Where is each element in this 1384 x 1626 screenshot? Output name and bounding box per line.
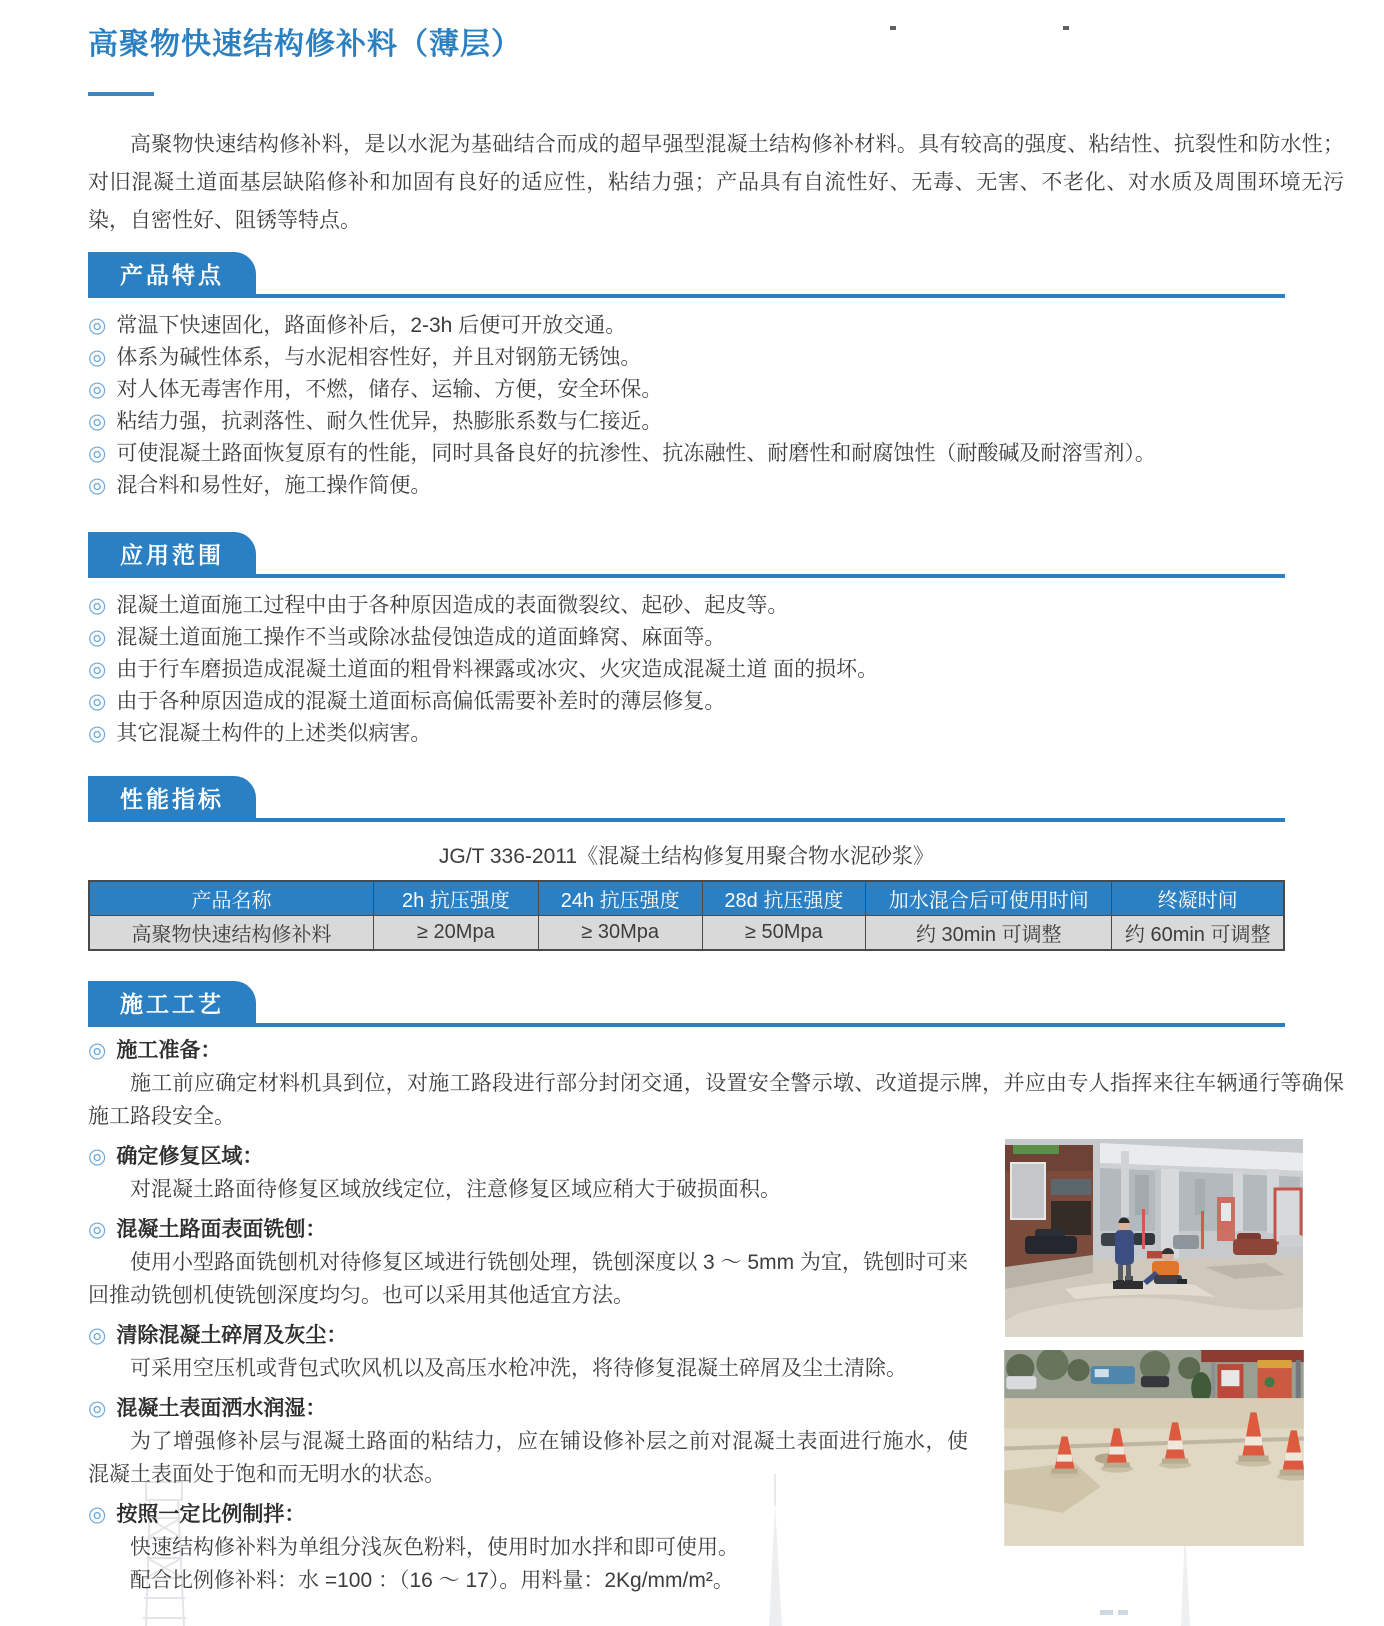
step-title-text: 清除混凝土碎屑及灰尘： (116, 1324, 348, 1347)
bullet-icon: ◎ (88, 474, 107, 497)
step-body: 为了增强修补层与混凝土路面的粘结力，应在铺设修补层之前对混凝土表面进行施水，使混凝土表面处于饱和而无明水的状态。 (88, 1430, 968, 1486)
bullet-icon: ◎ (88, 410, 107, 433)
list-item-text: 其它混凝土构件的上述类似病害。 (116, 722, 432, 745)
section-header-performance (88, 776, 1344, 822)
table-header-cell: 加水混合后可使用时间 (866, 881, 1112, 916)
table-header-cell: 24h 抗压强度 (538, 881, 702, 916)
step-title-text: 混凝土表面洒水润湿： (116, 1397, 327, 1420)
step-body: 配合比例修补料：水 =100 ：（16 ～ 17）。用料量：2Kg/mm/m²。 (130, 1569, 734, 1592)
bullet-icon: ◎ (88, 314, 107, 337)
list-item (88, 718, 1344, 750)
list-item-text: 常温下快速固化，路面修补后，2-3h 后便可开放交通。 (116, 314, 627, 337)
bullet-icon: ◎ (88, 1397, 107, 1420)
list-item (88, 622, 1344, 654)
list-item-text: 由于行车磨损造成混凝土道面的粗骨料裸露或冰灾、火灾造成混凝土道 面的损坏。 (116, 658, 879, 681)
section-rule (88, 818, 1285, 822)
section-rule (88, 1023, 1285, 1027)
step-body: 使用小型路面铣刨机对待修复区域进行铣刨处理，铣刨深度以 3 ～ 5mm 为宜，铣刨时可来回推动铣刨机使铣刨深度均匀。也可以采用其他适宜方法。 (88, 1251, 968, 1307)
bullet-icon: ◎ (88, 378, 107, 401)
step-title-text: 确定修复区域： (116, 1145, 264, 1168)
section-tab: 施工工艺 (88, 981, 256, 1023)
intro-paragraph: 高聚物快速结构修补料，是以水泥为基础结合而成的超早强型混凝土结构修补材料。具有较高的强度、粘结性、抗裂性和防水性；对旧混凝土道面基层缺陷修补和加固有良好的适应性，粘结力强；产品具有自流性好、无毒、无害、不老化、对水质及周围环境无污染，自密性好、阻锈等特点。 (88, 133, 1344, 232)
step-body: 快速结构修补料为单组分浅灰色粉料，使用时加水拌和即可使用。 (130, 1536, 739, 1559)
bullet-icon: ◎ (88, 1145, 107, 1168)
construction-photo-cones-scene (1004, 1350, 1304, 1546)
list-item (88, 590, 1344, 622)
title-underline (88, 92, 154, 96)
section-rule (88, 574, 1285, 578)
table-header-row (89, 881, 1284, 916)
list-item-text: 由于各种原因造成的混凝土道面标高偏低需要补差时的薄层修复。 (116, 690, 726, 713)
bullet-icon: ◎ (88, 1503, 107, 1526)
section-tab: 产品特点 (88, 252, 256, 294)
step-title-text: 按照一定比例制拌： (116, 1503, 306, 1526)
list-item (88, 310, 1344, 342)
page-edge-mark (890, 26, 896, 30)
bullet-icon: ◎ (88, 722, 107, 745)
list-item (88, 342, 1344, 374)
table-header-cell: 28d 抗压强度 (702, 881, 866, 916)
table-cell: 约 30min 可调整 (866, 916, 1112, 951)
list-item-text: 粘结力强，抗剥落性、耐久性优异，热膨胀系数与仁接近。 (116, 410, 663, 433)
step-title-text: 混凝土路面表面铣刨： (116, 1218, 327, 1241)
table-header-cell: 产品名称 (89, 881, 373, 916)
step-body: 对混凝土路面待修复区域放线定位，注意修复区域应稍大于破损面积。 (130, 1178, 781, 1201)
bullet-icon: ◎ (88, 346, 107, 369)
step-title-text: 施工准备： (116, 1039, 222, 1062)
table-cell: ≥ 30Mpa (538, 916, 702, 951)
list-item-text: 混凝土道面施工过程中由于各种原因造成的表面微裂纹、起砂、起皮等。 (116, 594, 789, 617)
section-header-applications (88, 532, 1344, 578)
applications-list (88, 590, 1344, 750)
bullet-icon: ◎ (88, 1324, 107, 1347)
list-item-text: 对人体无毒害作用，不燃，储存、运输、方便，安全环保。 (116, 378, 663, 401)
list-item (88, 686, 1344, 718)
list-item-text: 可使混凝土路面恢复原有的性能，同时具备良好的抗渗性、抗冻融性、耐磨性和耐腐蚀性（耐酸碱及耐溶雪剂）。 (116, 442, 1156, 465)
photo-column (1004, 1139, 1304, 1546)
bullet-icon: ◎ (88, 626, 107, 649)
table-caption: JG/T 336-2011《混凝土结构修复用聚合物水泥砂浆》 (438, 845, 935, 868)
bullet-icon: ◎ (88, 1218, 107, 1241)
list-item (88, 406, 1344, 438)
section-tab: 性能指标 (88, 776, 256, 818)
step-title (88, 1034, 1344, 1067)
list-item (88, 438, 1344, 470)
section-header-process (88, 981, 1344, 1027)
list-item (88, 470, 1344, 502)
step-body: 可采用空压机或背包式吹风机以及高压水枪冲洗，将待修复混凝土碎屑及尘土清除。 (130, 1357, 907, 1380)
bullet-icon: ◎ (88, 690, 107, 713)
step-body: 施工前应确定材料机具到位，对施工路段进行部分封闭交通，设置安全警示墩、改道提示牌，并应由专人指挥来往车辆通行等确保施工路段安全。 (88, 1072, 1344, 1128)
section-rule (88, 294, 1285, 298)
table-cell: 高聚物快速结构修补料 (89, 916, 373, 951)
performance-table (88, 880, 1285, 951)
list-item-text: 混凝土道面施工操作不当或除冰盐侵蚀造成的道面蜂窝、麻面等。 (116, 626, 726, 649)
table-row (89, 916, 1284, 951)
section-tab: 应用范围 (88, 532, 256, 574)
product-datasheet-page (0, 26, 1384, 1626)
features-list (88, 310, 1344, 502)
bullet-icon: ◎ (88, 442, 107, 465)
table-cell: 约 60min 可调整 (1112, 916, 1284, 951)
table-header-cell: 2h 抗压强度 (373, 881, 538, 916)
bullet-icon: ◎ (88, 1039, 107, 1062)
list-item (88, 374, 1344, 406)
section-header-features (88, 252, 1344, 298)
list-item-text: 体系为碱性体系，与水泥相容性好，并且对钢筋无锈蚀。 (116, 346, 642, 369)
list-item (88, 654, 1344, 686)
list-item-text: 混合料和易性好，施工操作简便。 (116, 474, 432, 497)
page-edge-mark (1063, 26, 1069, 30)
bullet-icon: ◎ (88, 658, 107, 681)
page-title: 高聚物快速结构修补料（薄层） (88, 28, 522, 61)
table-cell: ≥ 20Mpa (373, 916, 538, 951)
bullet-icon: ◎ (88, 594, 107, 617)
table-cell: ≥ 50Mpa (702, 916, 866, 951)
construction-photo-repair-scene (1004, 1139, 1304, 1337)
table-header-cell: 终凝时间 (1112, 881, 1284, 916)
